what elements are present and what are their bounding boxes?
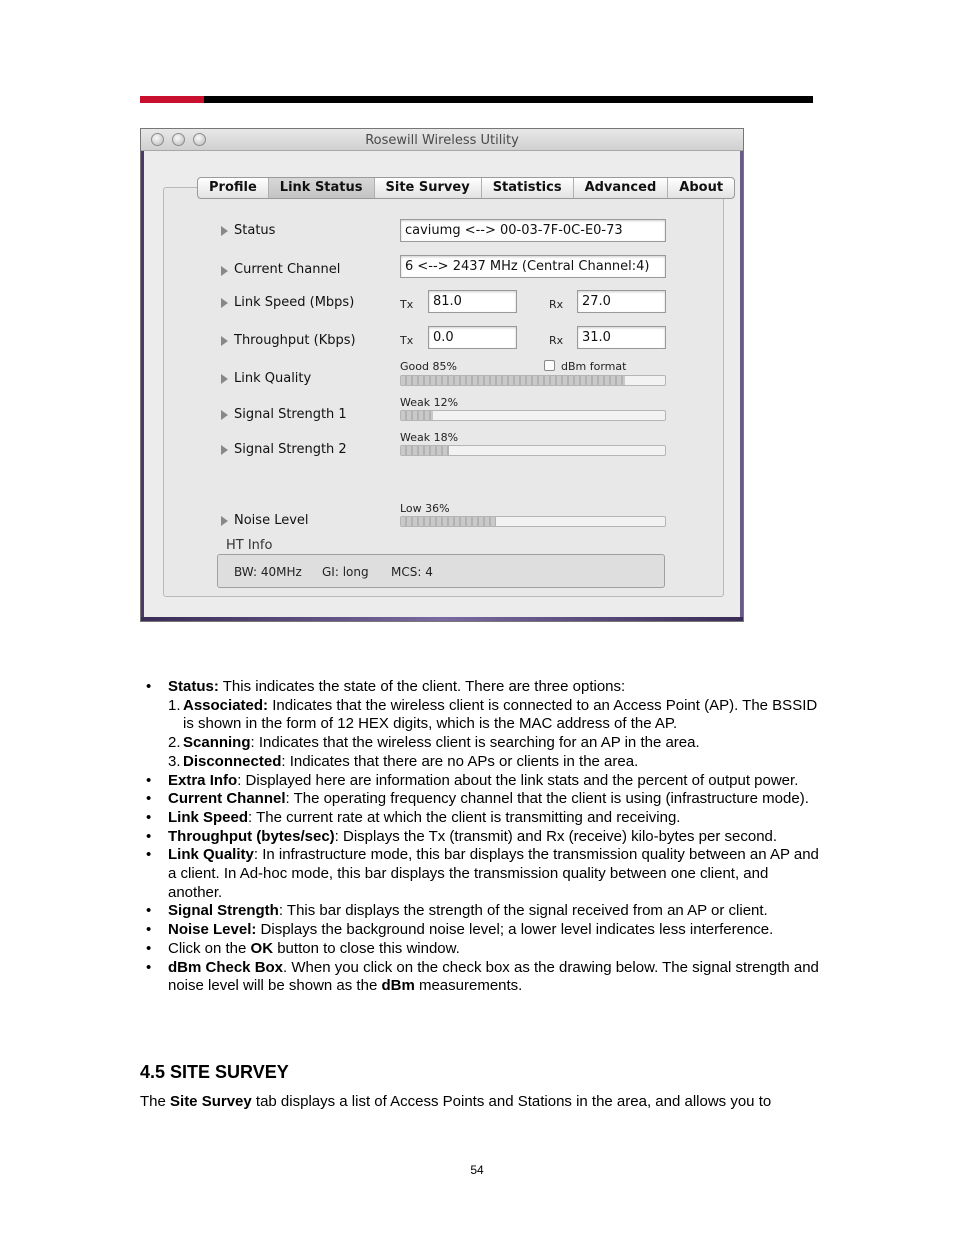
list-item [140, 678, 820, 697]
guard-interval-value: GI: long [322, 565, 369, 579]
term: Disconnected [183, 752, 282, 770]
noise-level-bar [400, 516, 666, 527]
bandwidth-value: BW: 40MHz [234, 565, 302, 579]
list-item [140, 809, 820, 828]
term: Noise Level: [168, 921, 257, 939]
list-item [140, 902, 820, 921]
ht-info-label: HT Info [226, 538, 273, 553]
disclosure-triangle-icon[interactable] [221, 226, 228, 236]
page-number: 54 [470, 1163, 484, 1177]
window-title: Rosewill Wireless Utility [365, 133, 519, 148]
bullet: • [146, 678, 152, 695]
sub-list-item [140, 697, 820, 734]
noise-level-bar-fill [401, 517, 496, 526]
term: Signal Strength [168, 902, 279, 920]
term: Link Quality [168, 846, 254, 864]
tab-statistics[interactable]: Statistics [482, 178, 574, 198]
sub-list-item [140, 734, 820, 753]
status-field: caviumg <--> 00-03-7F-0C-E0-73 [400, 219, 666, 242]
mcs-value: MCS: 4 [391, 565, 433, 579]
dbm-format-label: dBm format [561, 360, 627, 373]
signal-strength-1-bar-fill [401, 411, 433, 420]
term: Associated: [183, 696, 269, 714]
rx-label: Rx [549, 334, 564, 347]
term: Scanning [183, 734, 251, 752]
signal-strength-2-bar [400, 445, 666, 456]
title-bar [141, 129, 743, 151]
list-item [140, 921, 820, 940]
description: This indicates the state of the client. There are three options: [218, 678, 626, 695]
status-label: Status [234, 223, 276, 238]
list-item [140, 846, 820, 902]
throughput-label: Throughput (Kbps) [234, 333, 356, 348]
description: : Displayed here are information about the link stats and the percent of output power. [237, 771, 799, 789]
paragraph-text: tab displays a list of Access Points and Stations in the area, and allows you to [251, 1093, 772, 1110]
item-number: 1. [168, 696, 181, 714]
tab-link-status[interactable]: Link Status [269, 178, 375, 198]
throughput-tx-field: 0.0 [428, 326, 517, 349]
list-item [140, 959, 820, 996]
tab-site-survey[interactable]: Site Survey [375, 178, 482, 198]
disclosure-triangle-icon[interactable] [221, 298, 228, 308]
bullet: • [146, 790, 152, 808]
bullet: • [146, 846, 152, 864]
description: button to close this window. [273, 939, 460, 957]
window-edge [141, 617, 743, 621]
tab-about[interactable]: About [679, 180, 724, 195]
description: measurements. [414, 977, 523, 995]
disclosure-triangle-icon[interactable] [221, 410, 228, 420]
current-channel-field: 6 <--> 2437 MHz (Central Channel:4) [400, 255, 666, 278]
description: : This bar displays the strength of the signal received from an AP or client. [278, 902, 768, 920]
header-rule [140, 96, 813, 103]
term: Extra Info [168, 771, 238, 789]
signal-strength-2-bar-fill [401, 446, 449, 455]
document-body [140, 678, 820, 996]
link-quality-value: Good 85% [400, 360, 457, 373]
window-edge [740, 129, 743, 621]
term: dBm [381, 977, 415, 995]
term: Link Speed [168, 808, 249, 826]
noise-level-value: Low 36% [400, 502, 450, 515]
bullet: • [146, 958, 152, 976]
header-rule-accent [140, 96, 204, 103]
description: : Indicates that there are no APs or clients in the area. [281, 752, 639, 770]
link-status-panel [163, 187, 724, 597]
list-item [140, 772, 820, 791]
noise-level-label: Noise Level [234, 513, 309, 528]
term: Status: [168, 678, 219, 695]
signal-strength-1-bar [400, 410, 666, 421]
link-quality-bar-fill [401, 376, 625, 385]
tab-profile[interactable]: Profile [198, 178, 269, 198]
description: : In infrastructure mode, this bar displays the transmission quality between an AP and a client. In Ad-hoc mode, this bar displays the transmission quality between one client, and another. [168, 846, 819, 901]
signal-strength-1-label: Signal Strength 1 [234, 407, 347, 422]
dbm-format-checkbox[interactable] [544, 360, 555, 371]
section-heading: 4.5 SITE SURVEY [140, 1062, 289, 1082]
app-window [140, 128, 744, 622]
link-speed-tx-field: 81.0 [428, 290, 517, 313]
disclosure-triangle-icon[interactable] [221, 374, 228, 384]
disclosure-triangle-icon[interactable] [221, 445, 228, 455]
list-item [140, 828, 820, 847]
description: Indicates that the wireless client is connected to an Access Point (AP). The BSSID is shown in the form of 12 HEX digits, which is the MAC address of the AP. [183, 696, 818, 733]
description: : Displays the Tx (transmit) and Rx (receive) kilo-bytes per second. [334, 827, 778, 845]
link-quality-bar [400, 375, 666, 386]
window-edge [141, 129, 144, 621]
term: dBm Check Box [168, 958, 284, 976]
description: Displays the background noise level; a lower level indicates less interference. [256, 921, 774, 939]
description: . When you click on the check box as the drawing below. The signal strength and noise level will be shown as the [168, 958, 819, 995]
description: : The operating frequency channel that the client is using (infrastructure mode). [285, 790, 809, 808]
list-item [140, 940, 820, 959]
throughput-rx-field: 31.0 [577, 326, 666, 349]
rx-label: Rx [549, 298, 564, 311]
item-number: 3. [168, 752, 181, 770]
paragraph-text: The [140, 1093, 171, 1110]
tx-label: Tx [400, 298, 414, 311]
term: OK [250, 939, 274, 957]
tab-bar [197, 177, 735, 199]
signal-strength-2-label: Signal Strength 2 [234, 442, 347, 457]
current-channel-label: Current Channel [234, 262, 341, 277]
bullet: • [146, 771, 152, 789]
disclosure-triangle-icon[interactable] [221, 516, 228, 526]
disclosure-triangle-icon[interactable] [221, 266, 228, 276]
description: Click on the [168, 939, 251, 957]
signal-strength-1-value: Weak 12% [400, 396, 459, 409]
bullet: • [146, 921, 152, 939]
signal-strength-2-value: Weak 18% [400, 431, 459, 444]
link-speed-label: Link Speed (Mbps) [234, 295, 355, 310]
bullet: • [146, 827, 152, 845]
item-number: 2. [168, 734, 181, 752]
bullet: • [146, 939, 152, 957]
link-speed-rx-field: 27.0 [577, 290, 666, 313]
tab-advanced[interactable]: Advanced [574, 178, 669, 198]
link-quality-label: Link Quality [234, 371, 312, 386]
bullet: • [146, 902, 152, 920]
description: : Indicates that the wireless client is searching for an AP in the area. [250, 734, 700, 752]
bullet: • [146, 808, 152, 826]
tx-label: Tx [400, 334, 414, 347]
term: Current Channel [168, 790, 286, 808]
section-paragraph [140, 1093, 771, 1110]
disclosure-triangle-icon[interactable] [221, 336, 228, 346]
sub-list-item [140, 753, 820, 772]
list-item [140, 790, 820, 809]
ht-info-box [217, 554, 665, 588]
term: Throughput (bytes/sec) [168, 827, 335, 845]
term: Site Survey [170, 1093, 252, 1110]
description: : The current rate at which the client is transmitting and receiving. [248, 808, 681, 826]
